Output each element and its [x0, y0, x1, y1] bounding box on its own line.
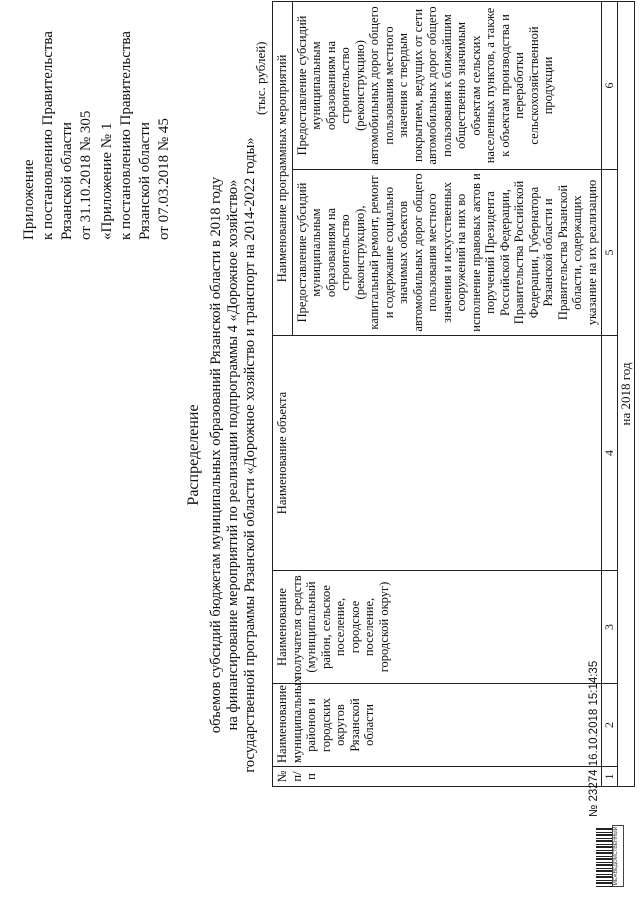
header-recipient: Наименование получателя средств (муниципальный район, сельское поселение, городское поселение, городской округ) [273, 571, 602, 684]
header-row [273, 1, 293, 786]
appendix-line: «Приложение № 1 [99, 122, 115, 240]
appendix-line: Приложение [21, 159, 37, 240]
column-number: 1 [602, 767, 618, 787]
header-district: Наименование муниципальных районов и городских округов Рязанской области [273, 684, 602, 767]
title-line-1: объемов субсидий бюджетам муниципальных образований Рязанской области в 2018 году [208, 176, 224, 734]
appendix-line: от 31.10.2018 № 305 [78, 110, 94, 240]
year-label: на 2018 год [617, 1, 635, 786]
column-number-row [602, 1, 618, 786]
header-object: Наименование объекта [273, 336, 602, 571]
appendix-line: к постановлению Правительства [118, 31, 134, 240]
column-number: 5 [602, 170, 618, 336]
registry-stamp: МЕЖВЕДОМСТВЕННЫЙ [612, 825, 624, 887]
year-row [617, 1, 635, 786]
title-main: Распределение [185, 404, 202, 506]
column-number: 4 [602, 336, 618, 571]
column-number: 2 [602, 684, 618, 767]
units-label: (тыс. рублей) [253, 41, 268, 115]
barcode-icon [596, 827, 612, 887]
appendix-line: к постановлению Правительства [40, 31, 56, 240]
document-title [185, 45, 259, 865]
subsidy-table [272, 1, 635, 787]
column-number: 6 [602, 1, 618, 169]
title-line-3: государственной программы Рязанской области «Дорожное хозяйство и транспорт на 2014-2022 годы» [242, 137, 258, 773]
header-program-5: Предоставление субсидий муниципальным образованиям на строительство (реконструкцию), капитальный ремонт, ремонт и содержание социально значимых объектов автомобильных дорог общего пользования местного значения и искусственных сооружений на них во исполнение правовых актов и поручений Президента Российской Федерации, Правительства Российской Федерации, Губернатора Рязанской области и Правительства Рязанской области, содержащих указание на их реализацию [292, 170, 602, 336]
appendix-line: Рязанской области [59, 122, 75, 240]
appendix-line: Рязанской области [137, 122, 153, 240]
header-program-group: Наименование программных мероприятий [273, 1, 293, 335]
appendix-block [20, 10, 174, 240]
title-line-2: на финансирование мероприятий по реализации подпрограммы 4 «Дорожное хозяйство» [225, 179, 241, 731]
header-number: № п/п [273, 767, 602, 787]
appendix-line: от 07.03.2018 № 45 [156, 118, 172, 240]
column-number: 3 [602, 571, 618, 684]
header-program-6: Предоставление субсидий муниципальным образованиям на строительство (реконструкцию) автомобильных дорог общего пользования местного значения с твердым покрытием, ведущих от сети автомобильных дорог общего пользования к ближайшим общественно значимым объектам сельских населенных пунктов, а также к объектам производства и переработки сельскохозяйственной продукции [292, 1, 602, 169]
document-number: № 23274 16.10.2018 15:14:35 [588, 660, 600, 817]
